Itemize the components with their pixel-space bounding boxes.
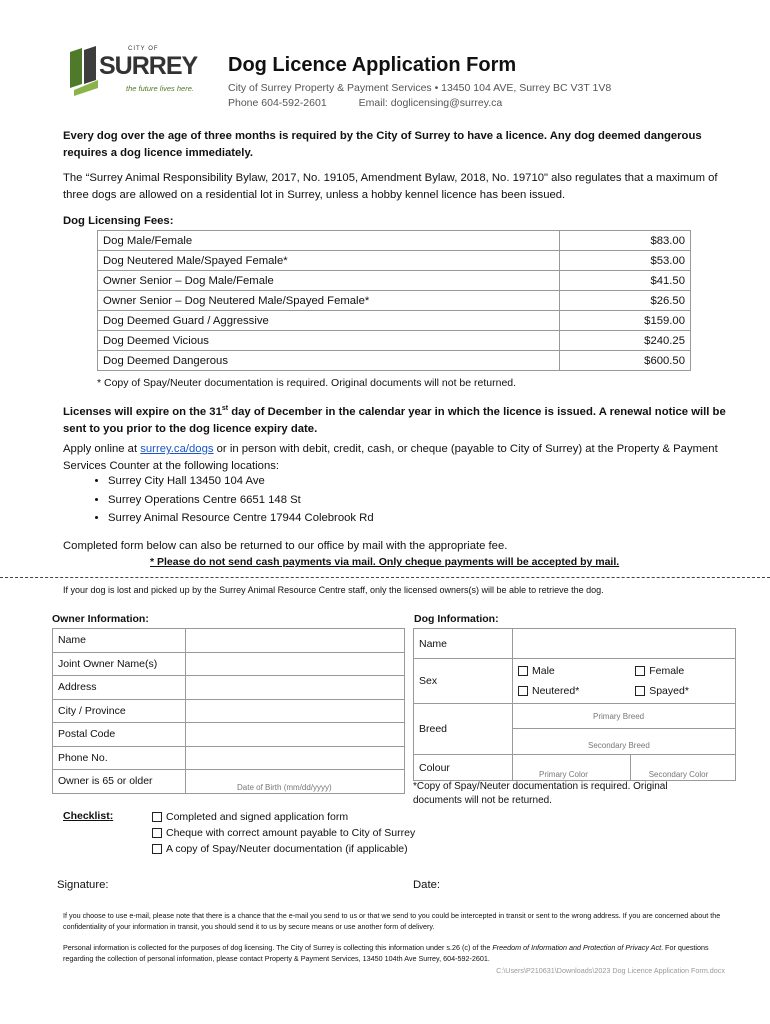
owner-field-label: Address bbox=[53, 676, 186, 700]
primary-colour-hint: Primary Color bbox=[539, 770, 588, 779]
fee-label: Dog Deemed Vicious bbox=[98, 331, 560, 351]
phone-line: Phone 604-592-2601 bbox=[228, 97, 327, 109]
cut-line-divider bbox=[0, 577, 770, 578]
spayed-option[interactable] bbox=[635, 681, 730, 701]
breed-label: Breed bbox=[414, 704, 513, 755]
fee-label: Dog Neutered Male/Spayed Female* bbox=[98, 251, 560, 271]
mail-text: Completed form below can also be returned to our office by mail with the appropriate fee. bbox=[63, 540, 508, 552]
fee-row bbox=[98, 331, 691, 351]
expiry-part1: Licenses will expire on the 31 bbox=[63, 405, 222, 418]
male-option[interactable] bbox=[518, 661, 625, 681]
owner-field-label: Postal Code bbox=[53, 723, 186, 747]
checklist-item-label: Cheque with correct amount payable to City of Surrey bbox=[166, 827, 416, 839]
checklist-checkbox[interactable] bbox=[152, 812, 162, 822]
fee-amount: $600.50 bbox=[560, 351, 691, 371]
owner-field-label: Joint Owner Name(s) bbox=[53, 652, 186, 676]
dog-table bbox=[413, 628, 736, 781]
fee-label: Dog Male/Female bbox=[98, 231, 560, 251]
expiry-notice bbox=[63, 400, 733, 438]
checklist-heading: Checklist: bbox=[63, 810, 114, 822]
fee-amount: $41.50 bbox=[560, 271, 691, 291]
email-line: Email: doglicensing@surrey.ca bbox=[358, 97, 503, 109]
fee-amount: $240.25 bbox=[560, 331, 691, 351]
neutered-option[interactable] bbox=[518, 681, 625, 701]
sex-options-left bbox=[513, 659, 631, 704]
owner-field-input[interactable] bbox=[186, 699, 405, 723]
fee-row bbox=[98, 311, 691, 331]
expiry-part2: day of December in the calendar year in which the licence is issued. A renewal notice will be sent to you prior to the dog licence expiry date. bbox=[63, 405, 726, 435]
spayed-checkbox[interactable] bbox=[635, 686, 645, 696]
owner-field-input[interactable] bbox=[186, 652, 405, 676]
owner-row bbox=[53, 676, 405, 700]
female-label: Female bbox=[649, 665, 685, 677]
checklist-item[interactable] bbox=[152, 825, 415, 841]
privacy-post: . For questions regarding the collection of personal information, please contact Property & Payment Services, 13450 104th Ave Surrey, 604-592-2601. bbox=[63, 943, 709, 963]
owner-field-input[interactable] bbox=[186, 629, 405, 653]
signature-label: Signature: bbox=[57, 879, 109, 891]
fee-row bbox=[98, 291, 691, 311]
checklist-item-label: Completed and signed application form bbox=[166, 811, 349, 823]
checklist-checkbox[interactable] bbox=[152, 828, 162, 838]
primary-colour-field[interactable] bbox=[513, 755, 631, 781]
apply-text bbox=[63, 441, 733, 475]
surrey-dogs-link[interactable]: surrey.ca/dogs bbox=[140, 443, 214, 455]
date-label: Date: bbox=[413, 879, 441, 891]
email-notice: If you choose to use e-mail, please note that there is a chance that the e-mail you send to us or that we send to you could be intercepted in transit or sent to the wrong address. If you are concerned about the confidentiality of your information in transit, you should send it to us by secure means or use another form of delivery. bbox=[63, 911, 721, 931]
owner-field-label: Owner is 65 or older bbox=[53, 770, 186, 794]
file-path: C:\Users\P210631\Downloads\2023 Dog Licence Application Form.docx bbox=[496, 966, 725, 975]
privacy-notice bbox=[63, 942, 723, 964]
female-option[interactable] bbox=[635, 661, 730, 681]
checklist-checkbox[interactable] bbox=[152, 844, 162, 854]
owner-heading: Owner Information: bbox=[52, 613, 149, 625]
fee-row bbox=[98, 351, 691, 371]
fee-label: Dog Deemed Guard / Aggressive bbox=[98, 311, 560, 331]
location-item: • Surrey City Hall 13450 104 Ave bbox=[108, 472, 374, 491]
surrey-logo bbox=[68, 44, 198, 100]
contact-block bbox=[228, 81, 611, 111]
checklist-item[interactable] bbox=[152, 841, 415, 857]
primary-breed-field[interactable] bbox=[513, 704, 735, 729]
checklist-item[interactable] bbox=[152, 809, 415, 825]
fee-label: Dog Deemed Dangerous bbox=[98, 351, 560, 371]
neutered-checkbox[interactable] bbox=[518, 686, 528, 696]
female-checkbox[interactable] bbox=[635, 666, 645, 676]
apply-post: or in person with debit, credit, cash, or cheque (payable to City of Surrey) at the Property & Payment Services Counter at the following locations: bbox=[63, 443, 718, 472]
fees-footnote: * Copy of Spay/Neuter documentation is required. Original documents will not be returned. bbox=[97, 377, 517, 389]
secondary-colour-hint: Secondary Color bbox=[648, 770, 709, 779]
checklist-item-label: A copy of Spay/Neuter documentation (if applicable) bbox=[166, 843, 408, 855]
fee-amount: $83.00 bbox=[560, 231, 691, 251]
secondary-colour-field[interactable] bbox=[630, 755, 735, 781]
owner-field-label: City / Province bbox=[53, 699, 186, 723]
spayed-label: Spayed* bbox=[649, 685, 689, 697]
owner-field-input[interactable] bbox=[186, 723, 405, 747]
owner-row bbox=[53, 629, 405, 653]
fees-heading: Dog Licensing Fees: bbox=[63, 215, 174, 227]
bylaw-text: The “Surrey Animal Responsibility Bylaw, 2017, No. 19105, Amendment Bylaw, 2018, No. 19710" also regulates that a maximum of three dogs are allowed on a residential lot in Surrey, unless a hobby kennel licence has been issued. bbox=[63, 172, 718, 201]
owner-row bbox=[53, 770, 405, 794]
dob-hint: Date of Birth (mm/dd/yyyy) bbox=[237, 783, 332, 792]
locations-list bbox=[70, 472, 374, 528]
expiry-sup: st bbox=[221, 405, 229, 412]
owner-field-input[interactable] bbox=[186, 746, 405, 770]
male-checkbox[interactable] bbox=[518, 666, 528, 676]
colour-label: Colour bbox=[414, 755, 513, 781]
location-item: • Surrey Animal Resource Centre 17944 Colebrook Rd bbox=[108, 509, 374, 528]
fee-label: Owner Senior – Dog Male/Female bbox=[98, 271, 560, 291]
address-line: City of Surrey Property & Payment Services • 13450 104 AVE, Surrey BC V3T 1V8 bbox=[228, 82, 612, 94]
owner-row bbox=[53, 746, 405, 770]
neutered-label: Neutered* bbox=[532, 685, 580, 697]
fee-row bbox=[98, 251, 691, 271]
privacy-pre: Personal information is collected for the purposes of dog licensing. The City of Surrey is collecting this information under s.26 (c) of the bbox=[63, 943, 493, 952]
owner-table bbox=[52, 628, 405, 794]
checklist-items bbox=[152, 809, 415, 857]
logo-name: SURREY bbox=[99, 52, 198, 80]
fee-row bbox=[98, 271, 691, 291]
dog-doc-note: *Copy of Spay/Neuter documentation is required. Original documents will not be returned. bbox=[413, 781, 668, 806]
owner-field-label: Phone No. bbox=[53, 746, 186, 770]
owner-field-label: Name bbox=[53, 629, 186, 653]
logo-city-of: CITY OF bbox=[128, 46, 159, 52]
male-label: Male bbox=[532, 665, 555, 677]
page-title: Dog Licence Application Form bbox=[228, 54, 517, 76]
dog-heading: Dog Information: bbox=[414, 613, 499, 625]
fee-amount: $26.50 bbox=[560, 291, 691, 311]
secondary-breed-hint: Secondary Breed bbox=[588, 741, 650, 750]
licence-requirement-notice: Every dog over the age of three months is required by the City of Surrey to have a licence. Any dog deemed dangerous requires a dog licence immediately. bbox=[63, 130, 702, 159]
apply-pre: Apply online at bbox=[63, 443, 141, 455]
fees-table bbox=[97, 230, 691, 371]
cash-warning: * Please do not send cash payments via mail. Only cheque payments will be accepted by mail. bbox=[150, 556, 620, 568]
owner-field-input[interactable] bbox=[186, 676, 405, 700]
checklist-label: Checklist bbox=[63, 810, 110, 822]
owner-row bbox=[53, 699, 405, 723]
fee-amount: $53.00 bbox=[560, 251, 691, 271]
dog-name-field[interactable] bbox=[513, 629, 736, 659]
fee-amount: $159.00 bbox=[560, 311, 691, 331]
owner-row bbox=[53, 652, 405, 676]
privacy-act: Freedom of Information and Protection of Privacy Act bbox=[492, 943, 662, 952]
breed-fields bbox=[513, 704, 736, 755]
sex-options-right bbox=[630, 659, 735, 704]
lost-dog-notice: If your dog is lost and picked up by the Surrey Animal Resource Centre staff, only the licensed owners(s) will be able to retrieve the dog. bbox=[63, 585, 604, 595]
location-item: • Surrey Operations Centre 6651 148 St bbox=[108, 491, 374, 510]
fee-row bbox=[98, 231, 691, 251]
dog-sex-label: Sex bbox=[414, 659, 513, 704]
owner-row bbox=[53, 723, 405, 747]
secondary-breed-field[interactable] bbox=[513, 729, 735, 754]
primary-breed-hint: Primary Breed bbox=[593, 712, 645, 721]
logo-tagline: the future lives here. bbox=[126, 84, 194, 93]
dog-name-label: Name bbox=[414, 629, 513, 659]
fee-label: Owner Senior – Dog Neutered Male/Spayed Female* bbox=[98, 291, 560, 311]
